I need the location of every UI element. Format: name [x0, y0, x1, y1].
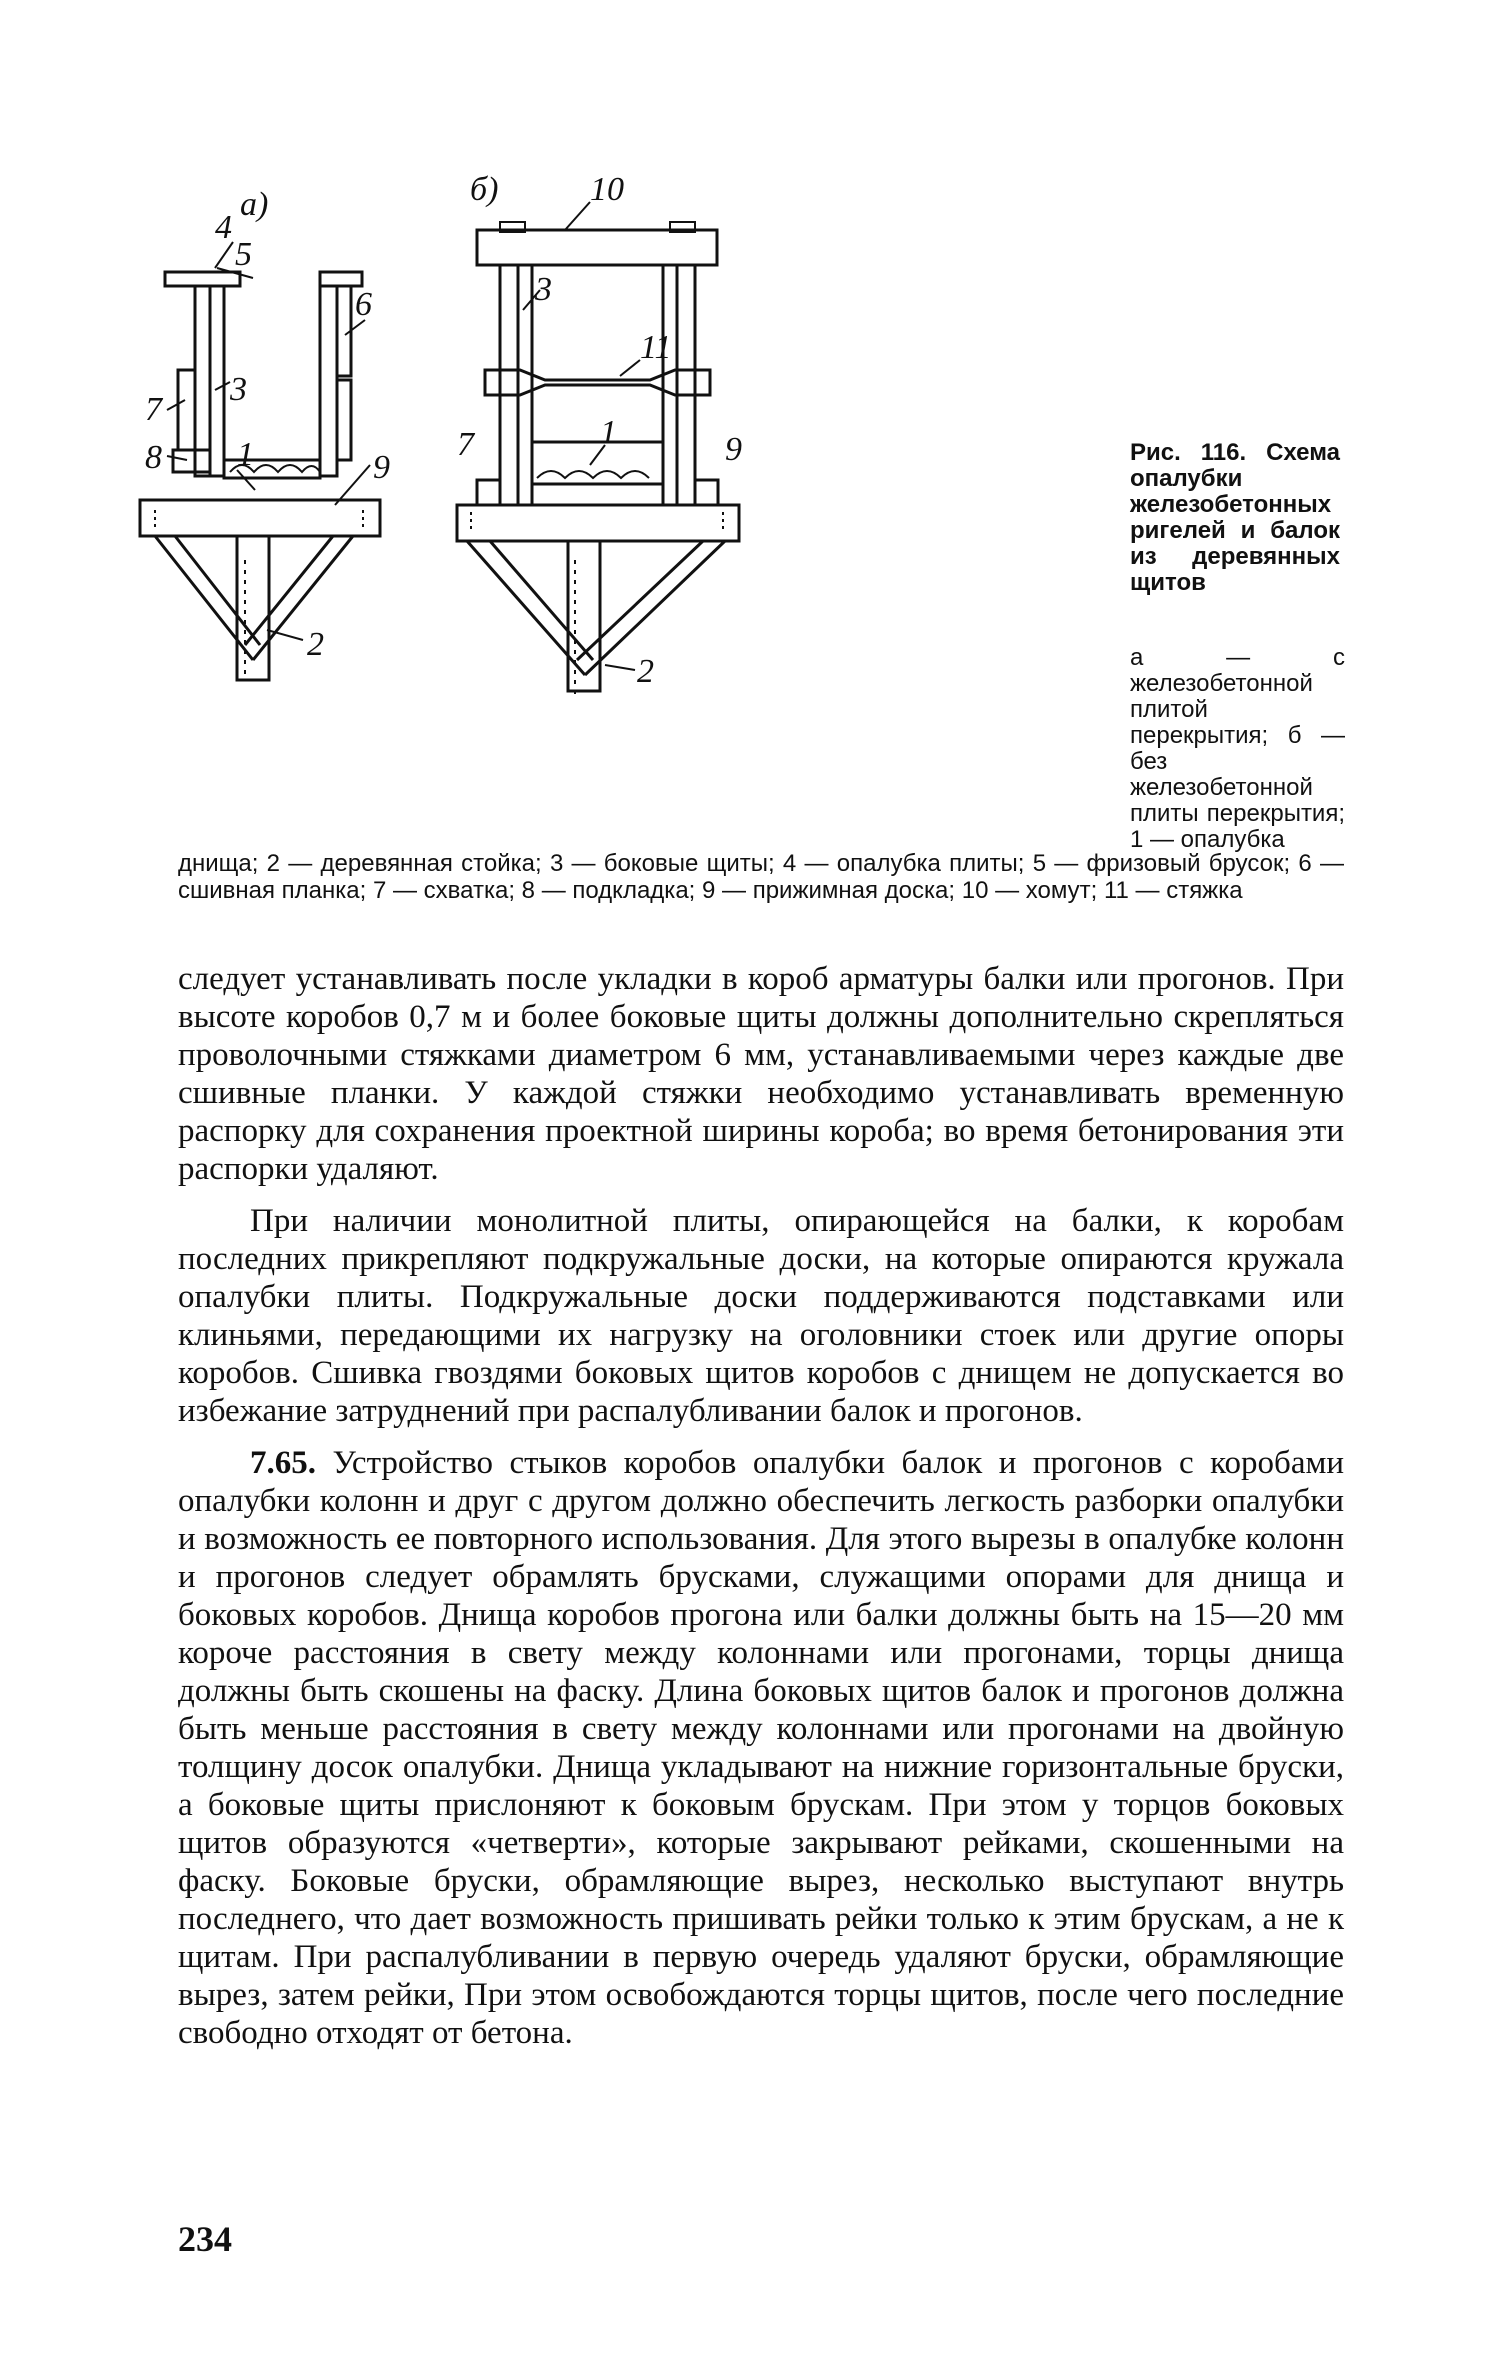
section-text: Устройство стыков коробов опалубки балок и прогонов с коробами опалубки колонн и друг с другом должно обеспечить легкость разборки опалубки и возможность ее повторного использования. Для этого вырезы в опалубке колонн и прогонов следует обрамлять брусками, служащими опорами для днища и боковых коробов. Днища коробов прогона или балки должны быть на 15—20 мм короче расстояния в свету между колоннами или прогонами, торцы днища должны быть скошены на фаску. Длина боковых щитов балок и прогонов должна быть меньше расстояния в свету между колоннами или прогонами на двойную толщину досок опалубки. Днища укладывают на нижние горизонтальные бруски, а боковые щиты прислоняют к боковым брускам. При этом у торцов боковых щитов образуются «четверти», которые закрывают рейками, скошенными на фаску. Боковые бруски, обрамляющие вырез, несколько выступают внутрь последнего, что дает возможность пришивать рейки только к этим брускам, а не к щитам. При распалубливании в первую очередь удаляют бруски, обрамляющие вырез, затем рейки, При этом освобождаются торцы щитов, после чего последние свободно отходят от бетона. [178, 1445, 1345, 2051]
diagram-a [140, 186, 390, 680]
callout-2b: 2 [637, 653, 654, 690]
diagram-b [457, 171, 742, 700]
page-number: 234 [178, 2219, 232, 2259]
figure-caption-legend: днища; 2 — деревянная стойка; 3 — боковые щиты; 4 — опалубка плиты; 5 — фризовый брусок; 6 — сшивная планка; 7 — схватка; 8 — подкладка; 9 — прижимная доска; 10 — хомут; 11 — стяжка [178, 850, 1344, 904]
callout-11: 11 [640, 329, 672, 366]
callout-9b: 9 [725, 431, 742, 468]
body-text [178, 960, 1344, 2066]
figure-caption-title: Рис. 116. Схема опалубки железобетонных ригелей и балок из деревянных щитов [1130, 439, 1340, 596]
paragraph: следует устанавливать после укладки в короб арматуры балки или прогонов. При высоте коробов 0,7 м и более боковые щиты должны дополнительно скрепляться проволочными стяжками диаметром 6 мм, устанавливаемыми через каждые две сшивные планки. У каждой стяжки необходимо устанавливать временную распорку для сохранения проектной ширины короба; во время бетонирования эти распорки удаляют. [178, 961, 1344, 1187]
label-b: б) [470, 171, 499, 208]
formwork-drawing [145, 160, 1095, 800]
callout-7b: 7 [457, 426, 474, 463]
callout-1: 1 [237, 436, 254, 473]
section-number: 7.65. [250, 1445, 316, 1481]
callout-3: 3 [230, 371, 247, 408]
callout-3b: 3 [535, 271, 552, 308]
callout-9: 9 [373, 449, 390, 486]
section-paragraph [178, 1444, 1344, 2052]
label-a: a) [240, 186, 269, 223]
paragraph: При наличии монолитной плиты, опирающейся на балки, к коробам последних прикрепляют подкружальные доски, на которые опираются кружала опалубки плиты. Подкружальные доски поддерживаются подставками или клиньями, передающими их нагрузку на оголовники стоек или другие опоры коробов. Сшивка гвоздями боковых щитов коробов с днищем не допускается во избежание затруднений при распалубливании балок и прогонов. [178, 1203, 1344, 1429]
callout-4: 4 [215, 209, 232, 246]
callout-5: 5 [235, 236, 252, 273]
callout-8: 8 [145, 439, 162, 476]
callout-7: 7 [145, 391, 162, 428]
formwork-figure [145, 160, 1095, 800]
callout-10: 10 [590, 171, 624, 208]
callout-6: 6 [355, 286, 372, 323]
callout-1b: 1 [600, 414, 617, 451]
figure-caption-side: а — с железобетонной плитой перекрытия; б — без железобетонной плиты перекрытия; 1 — опалубка [1130, 644, 1345, 853]
callout-2: 2 [307, 626, 324, 663]
